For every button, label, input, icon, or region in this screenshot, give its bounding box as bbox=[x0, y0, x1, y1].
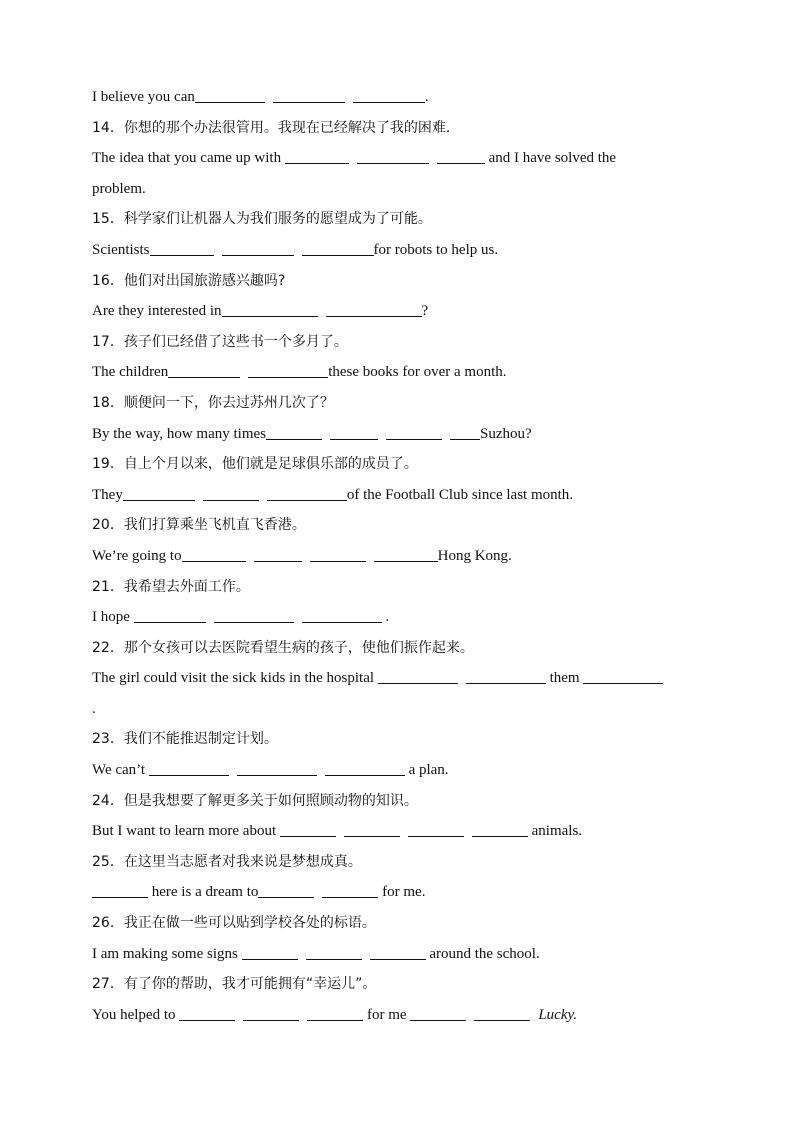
answer-line bbox=[92, 602, 712, 633]
answer-blank[interactable] bbox=[149, 775, 229, 776]
answer-line bbox=[92, 877, 712, 908]
answer-blank[interactable] bbox=[168, 377, 240, 378]
answer-line bbox=[92, 663, 712, 694]
answer-blank[interactable] bbox=[285, 163, 349, 164]
line-text: They bbox=[92, 486, 123, 503]
line-text: here is a dream to bbox=[148, 884, 259, 901]
question-prompt bbox=[92, 204, 712, 235]
line-text: 15．科学家们让机器人为我们服务的愿望成为了可能。 bbox=[92, 211, 432, 228]
line-text: these books for over a month. bbox=[328, 364, 507, 381]
line-text: . bbox=[381, 609, 390, 626]
question-prompt bbox=[92, 633, 712, 664]
line-text: 20．我们打算乘坐飞机直飞香港。 bbox=[92, 517, 306, 534]
line-text: We’re going to bbox=[92, 547, 182, 564]
answer-line bbox=[92, 143, 712, 174]
answer-blank[interactable] bbox=[344, 836, 400, 837]
answer-blank[interactable] bbox=[583, 683, 663, 684]
line-text: I hope bbox=[92, 609, 134, 626]
answer-blank[interactable] bbox=[450, 439, 480, 440]
answer-blank[interactable] bbox=[195, 102, 265, 103]
answer-blank[interactable] bbox=[357, 163, 429, 164]
line-text: The girl could visit the sick kids in the hospital bbox=[92, 670, 378, 687]
answer-line bbox=[92, 82, 712, 113]
answer-blank[interactable] bbox=[273, 102, 345, 103]
answer-blank[interactable] bbox=[302, 255, 374, 256]
answer-blank[interactable] bbox=[203, 500, 259, 501]
line-text: 22．那个女孩可以去医院看望生病的孩子，使他们振作起来。 bbox=[92, 639, 474, 656]
answer-blank[interactable] bbox=[266, 439, 322, 440]
question-prompt bbox=[92, 113, 712, 144]
answer-blank[interactable] bbox=[222, 255, 294, 256]
worksheet-page bbox=[92, 82, 712, 1030]
line-text: for me bbox=[363, 1006, 411, 1023]
line-text: The idea that you came up with bbox=[92, 150, 285, 167]
answer-blank[interactable] bbox=[302, 622, 382, 623]
line-text: I believe you can bbox=[92, 89, 195, 105]
answer-blank[interactable] bbox=[437, 163, 485, 164]
line-text: Scientists bbox=[92, 241, 150, 258]
answer-blank[interactable] bbox=[310, 561, 366, 562]
line-text: 24．但是我想要了解更多关于如何照顾动物的知识。 bbox=[92, 792, 418, 809]
answer-blank[interactable] bbox=[306, 959, 362, 960]
answer-blank[interactable] bbox=[330, 439, 378, 440]
line-text: ? bbox=[421, 303, 429, 320]
line-text: them bbox=[545, 670, 584, 687]
answer-blank[interactable] bbox=[254, 561, 302, 562]
line-text: 27．有了你的帮助，我才可能拥有“幸运儿”。 bbox=[92, 976, 377, 993]
answer-line bbox=[92, 174, 712, 205]
answer-line bbox=[92, 357, 712, 388]
line-text: 16．他们对出国旅游感兴趣吗? bbox=[92, 272, 286, 289]
question-prompt bbox=[92, 572, 712, 603]
answer-line bbox=[92, 235, 712, 266]
answer-blank[interactable] bbox=[386, 439, 442, 440]
answer-blank[interactable] bbox=[472, 836, 528, 837]
answer-blank[interactable] bbox=[408, 836, 464, 837]
answer-line bbox=[92, 419, 712, 450]
answer-blank[interactable] bbox=[150, 255, 214, 256]
answer-line bbox=[92, 816, 712, 847]
question-prompt bbox=[92, 908, 712, 939]
line-text: 21．我希望去外面工作。 bbox=[92, 578, 250, 595]
line-text: for robots to help us. bbox=[373, 241, 499, 258]
line-text: 25．在这里当志愿者对我来说是梦想成真。 bbox=[92, 853, 362, 870]
answer-blank[interactable] bbox=[123, 500, 195, 501]
answer-blank[interactable] bbox=[280, 836, 336, 837]
answer-blank[interactable] bbox=[267, 500, 347, 501]
answer-blank[interactable] bbox=[322, 897, 378, 898]
line-text: for me. bbox=[378, 884, 426, 901]
line-text: 17．孩子们已经借了这些书一个多月了。 bbox=[92, 333, 348, 350]
answer-line bbox=[92, 694, 712, 725]
answer-line bbox=[92, 755, 712, 786]
answer-blank[interactable] bbox=[466, 683, 546, 684]
italic-text: Lucky. bbox=[538, 1006, 578, 1023]
answer-blank[interactable] bbox=[378, 683, 458, 684]
answer-line bbox=[92, 939, 712, 970]
question-prompt bbox=[92, 388, 712, 419]
line-text: and I have solved the bbox=[484, 150, 617, 167]
question-prompt bbox=[92, 724, 712, 755]
line-text: 26．我正在做一些可以贴到学校各处的标语。 bbox=[92, 915, 376, 932]
answer-blank[interactable] bbox=[134, 622, 206, 623]
answer-blank[interactable] bbox=[474, 1020, 530, 1021]
answer-blank[interactable] bbox=[326, 316, 422, 317]
answer-blank[interactable] bbox=[248, 377, 328, 378]
line-text: of the Football Club since last month. bbox=[346, 486, 574, 503]
question-prompt bbox=[92, 266, 712, 297]
answer-blank[interactable] bbox=[214, 622, 294, 623]
answer-blank[interactable] bbox=[242, 959, 298, 960]
question-prompt bbox=[92, 969, 712, 1000]
question-prompt bbox=[92, 449, 712, 480]
answer-blank[interactable] bbox=[237, 775, 317, 776]
line-text: . bbox=[92, 700, 96, 717]
line-text: 19．自上个月以来，他们就是足球俱乐部的成员了。 bbox=[92, 456, 418, 473]
line-text: around the school. bbox=[425, 945, 540, 962]
question-prompt bbox=[92, 847, 712, 878]
line-text: The children bbox=[92, 364, 169, 381]
answer-blank[interactable] bbox=[222, 316, 318, 317]
line-text: You helped to bbox=[92, 1006, 180, 1023]
answer-blank[interactable] bbox=[370, 959, 426, 960]
question-prompt bbox=[92, 327, 712, 358]
line-text: I am making some signs bbox=[92, 945, 242, 962]
line-text: . bbox=[424, 89, 429, 105]
answer-blank[interactable] bbox=[410, 1020, 466, 1021]
answer-line bbox=[92, 1000, 712, 1031]
line-text: a plan. bbox=[404, 762, 449, 779]
answer-blank[interactable] bbox=[182, 561, 246, 562]
answer-blank[interactable] bbox=[307, 1020, 363, 1021]
line-text: 14．你想的那个办法很管用。我现在已经解决了我的困难. bbox=[92, 119, 451, 136]
line-text: animals. bbox=[527, 823, 583, 840]
line-text: problem. bbox=[92, 180, 146, 197]
answer-line bbox=[92, 296, 712, 327]
line-text: But I want to learn more about bbox=[92, 823, 280, 840]
line-text: We can’t bbox=[92, 762, 149, 779]
answer-blank[interactable] bbox=[243, 1020, 299, 1021]
answer-blank[interactable] bbox=[179, 1020, 235, 1021]
answer-line bbox=[92, 541, 712, 572]
line-text: 23．我们不能推迟制定计划。 bbox=[92, 731, 278, 748]
line-text: Are they interested in bbox=[92, 303, 222, 320]
answer-line bbox=[92, 480, 712, 511]
answer-blank[interactable] bbox=[325, 775, 405, 776]
answer-blank[interactable] bbox=[92, 897, 148, 898]
answer-blank[interactable] bbox=[374, 561, 438, 562]
question-prompt bbox=[92, 510, 712, 541]
question-prompt bbox=[92, 786, 712, 817]
answer-blank[interactable] bbox=[258, 897, 314, 898]
line-text: Hong Kong. bbox=[437, 547, 512, 564]
line-text: Suzhou? bbox=[480, 425, 532, 442]
line-text: By the way, how many times bbox=[92, 425, 267, 442]
line-text: 18．顺便问一下，你去过苏州几次了？ bbox=[92, 394, 334, 411]
answer-blank[interactable] bbox=[353, 102, 425, 103]
